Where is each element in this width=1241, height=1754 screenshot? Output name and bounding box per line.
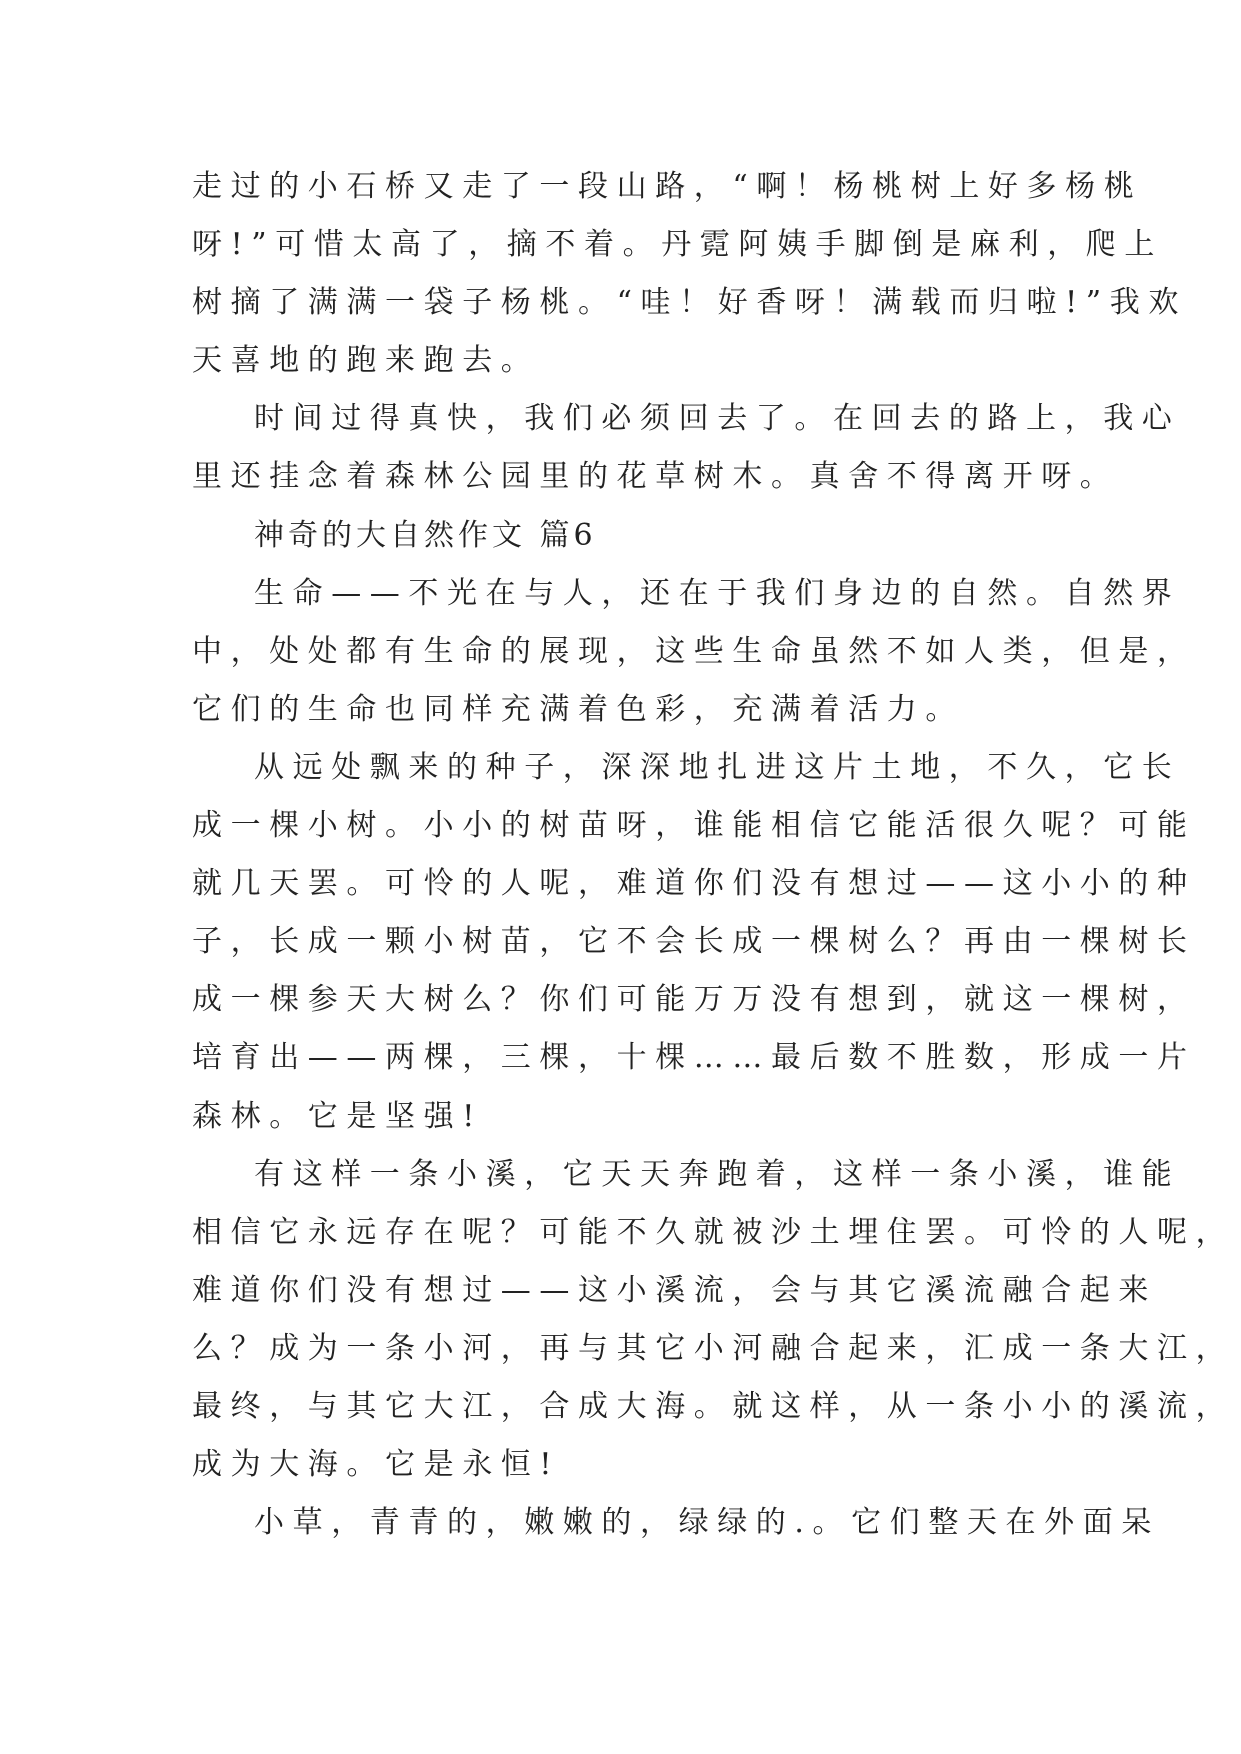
text-line: 它们的生命也同样充满着色彩，充满着活力。 — [192, 691, 964, 727]
text-line: 就几天罢。可怜的人呢，难道你们没有想过——这小小的种 — [192, 866, 1196, 902]
text-line: 中，处处都有生命的展现，这些生命虽然不如人类，但是， — [192, 633, 1196, 669]
text-line: 成一棵小树。小小的树苗呀，谁能相信它能活很久呢？可能 — [192, 808, 1196, 844]
text-line: 成一棵参天大树么？你们可能万万没有想到，就这一棵树， — [192, 982, 1196, 1018]
text-line: 走过的小石桥又走了一段山路，“啊！杨桃树上好多杨桃 — [192, 169, 1143, 204]
text-line: 天喜地的跑来跑去。 — [192, 343, 540, 379]
text-line: 森林。它是坚强! — [192, 1098, 483, 1134]
paragraph-start-line: 有这样一条小溪，它天天奔跑着，这样一条小溪，谁能 — [254, 1156, 1181, 1192]
paragraph-start-line: 从远处飘来的种子，深深地扎进这片土地，不久，它长 — [254, 749, 1181, 785]
text-line: 相信它永远存在呢？可能不久就被沙土埋住罢。可怜的人呢， — [192, 1214, 1235, 1250]
text-line: 成为大海。它是永恒! — [192, 1447, 561, 1483]
text-line: 树摘了满满一袋子杨桃。“哇！好香呀！满载而归啦!”我欢 — [192, 285, 1187, 321]
text-line: 难道你们没有想过——这小溪流，会与其它溪流融合起来 — [192, 1272, 1157, 1308]
text-line: 培育出——两棵，三棵，十棵……最后数不胜数，形成一片 — [192, 1040, 1196, 1076]
paragraph-start-line: 时间过得真快，我们必须回去了。在回去的路上，我心 — [254, 401, 1181, 437]
text-line: 里还挂念着森林公园里的花草树木。真舍不得离开呀。 — [192, 459, 1119, 495]
paragraph-start-line: 小草，青青的，嫩嫩的，绿绿的.。它们整天在外面呆 — [254, 1505, 1160, 1541]
essay-body — [192, 158, 1235, 1552]
section-heading: 神奇的大自然作文 篇6 — [254, 517, 597, 553]
text-line: 子，长成一颗小树苗，它不会长成一棵树么？再由一棵树长 — [192, 924, 1196, 960]
paragraph-start-line: 生命——不光在与人，还在于我们身边的自然。自然界 — [254, 575, 1181, 611]
text-line: 最终，与其它大江，合成大海。就这样，从一条小小的溪流， — [192, 1388, 1235, 1424]
text-line: 么？成为一条小河，再与其它小河融合起来，汇成一条大江， — [192, 1330, 1235, 1366]
text-line: 呀!”可惜太高了，摘不着。丹霓阿姨手脚倒是麻利，爬上 — [192, 227, 1163, 263]
